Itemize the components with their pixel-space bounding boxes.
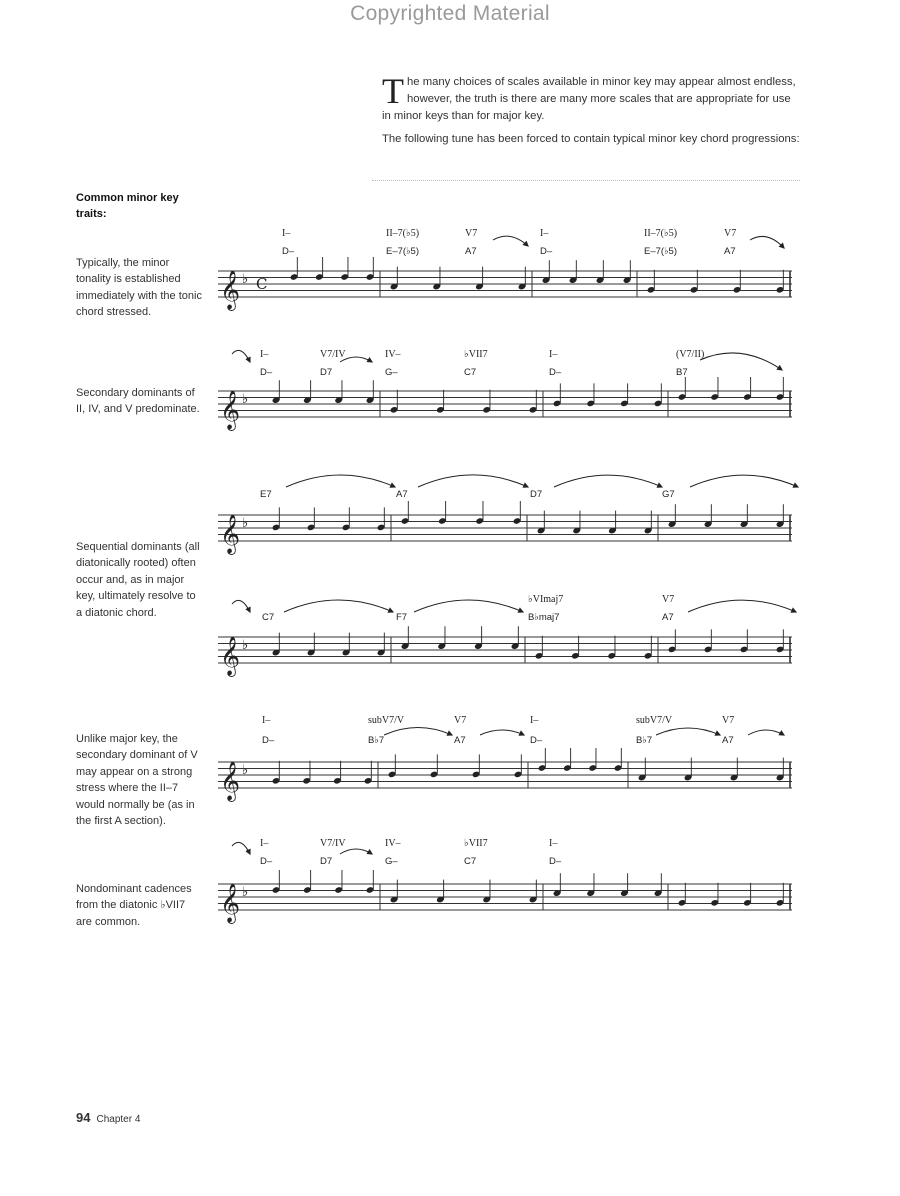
page-number: 94	[76, 1110, 91, 1125]
resolution-arrow-icon	[232, 842, 250, 854]
chord-symbol-label: B♭maj7	[528, 612, 560, 623]
chord-symbol-label: E–7(♭5)	[386, 246, 419, 257]
roman-numeral-label: I–	[549, 349, 558, 360]
staff-system	[218, 475, 798, 555]
chord-symbol-label: D–	[549, 856, 562, 867]
sidebar-note-2: Secondary dominants of II, IV, and V predominate.	[76, 387, 200, 416]
roman-numeral-label: ♭VII7	[464, 349, 488, 360]
roman-numeral-label: I–	[262, 715, 271, 726]
chord-symbol-label: C7	[464, 367, 477, 378]
sidebar-heading: Common minor key traits:	[76, 192, 179, 221]
resolution-arrow-icon	[750, 236, 784, 248]
chord-symbol-label: A7	[396, 489, 408, 500]
roman-numeral-label: (V7/II)	[676, 349, 705, 360]
resolution-arrow-icon	[554, 475, 662, 487]
resolution-arrow-icon	[493, 236, 528, 246]
chord-symbol-label: B7	[676, 367, 688, 378]
staff-system	[218, 838, 792, 924]
roman-numeral-label: ♭VII7	[464, 838, 488, 849]
key-signature-flat-icon: ♭	[242, 763, 249, 778]
staff-system	[218, 228, 792, 311]
chord-symbol-label: D–	[260, 856, 273, 867]
roman-numeral-label: II–7(♭5)	[644, 228, 678, 239]
chord-symbol-label: E7	[260, 489, 272, 500]
sidebar-note-3: Sequential dominants (all diatonically rooted) often occur and, as in major key, ultimately resolve to a diatonic chord.	[76, 541, 200, 619]
intro-paragraph-2: The following tune has been forced to contain typical minor key chord progressions:	[382, 133, 800, 145]
chord-symbol-label: E–7(♭5)	[644, 246, 677, 257]
roman-numeral-label: I–	[260, 838, 269, 849]
staff-system	[218, 715, 792, 802]
chord-symbol-label: A7	[662, 612, 674, 623]
resolution-arrow-icon	[688, 600, 796, 612]
roman-numeral-label: IV–	[385, 838, 401, 849]
chord-symbol-label: D–	[549, 367, 562, 378]
chord-symbol-label: D–	[262, 735, 275, 746]
resolution-arrow-icon	[656, 728, 720, 735]
staff-system	[218, 349, 792, 431]
resolution-arrow-icon	[748, 730, 784, 735]
key-signature-flat-icon: ♭	[242, 516, 249, 531]
page-footer	[76, 1110, 140, 1125]
treble-clef-icon: 𝄞	[220, 270, 241, 310]
roman-numeral-label: V7	[722, 715, 735, 726]
roman-numeral-label: I–	[260, 349, 269, 360]
resolution-arrow-icon	[690, 475, 798, 487]
chord-symbol-label: B♭7	[636, 735, 653, 746]
roman-numeral-label: subV7/V	[368, 715, 405, 726]
resolution-arrow-icon	[286, 475, 395, 487]
roman-numeral-label: I–	[530, 715, 539, 726]
sidebar-note-5: Nondominant cadences from the diatonic ♭VII7 are common.	[76, 883, 192, 928]
chord-symbol-label: G–	[385, 856, 398, 867]
chord-symbol-label: D–	[282, 246, 295, 257]
treble-clef-icon: 𝄞	[220, 390, 241, 430]
chord-symbol-label: C7	[464, 856, 477, 867]
resolution-arrow-icon	[284, 600, 393, 612]
roman-numeral-label: ♭VImaj7	[528, 594, 564, 605]
resolution-arrow-icon	[340, 849, 372, 854]
staff-systems	[218, 228, 798, 924]
roman-numeral-label: I–	[540, 228, 549, 239]
resolution-arrow-icon	[232, 600, 250, 612]
key-signature-flat-icon: ♭	[242, 885, 249, 900]
resolution-arrow-icon	[418, 475, 528, 487]
roman-numeral-label: V7	[724, 228, 737, 239]
roman-numeral-label: V7/IV	[320, 349, 346, 360]
treble-clef-icon: 𝄞	[220, 636, 241, 676]
resolution-arrow-icon	[232, 350, 250, 362]
roman-numeral-label: V7	[454, 715, 467, 726]
sidebar-note-4: Unlike major key, the secondary dominant of V may appear on a strong stress where the II–7 would normally be (as in the first A section).	[76, 733, 198, 828]
staff-system	[218, 594, 796, 677]
common-time-icon: C	[256, 275, 268, 293]
roman-numeral-label: II–7(♭5)	[386, 228, 420, 239]
resolution-arrow-icon	[414, 600, 523, 612]
roman-numeral-label: V7/IV	[320, 838, 346, 849]
chord-symbol-label: A7	[722, 735, 734, 746]
chord-symbol-label: G–	[385, 367, 398, 378]
key-signature-flat-icon: ♭	[242, 272, 249, 287]
treble-clef-icon: 𝄞	[220, 883, 241, 923]
roman-numeral-label: subV7/V	[636, 715, 673, 726]
intro-p1-text: he many choices of scales available in minor key may appear almost endless, however, the truth is there are many more scales that are appropriate for use in minor keys than for major key.	[382, 76, 796, 122]
chapter-label: Chapter 4	[96, 1114, 141, 1125]
roman-numeral-label: I–	[282, 228, 291, 239]
chord-symbol-label: D–	[540, 246, 553, 257]
roman-numeral-label: V7	[662, 594, 675, 605]
chord-symbol-label: D–	[260, 367, 273, 378]
chord-symbol-label: A7	[465, 246, 477, 257]
drop-cap: T	[382, 71, 404, 111]
roman-numeral-label: V7	[465, 228, 478, 239]
chord-symbol-label: G7	[662, 489, 675, 500]
chord-symbol-label: D7	[320, 367, 333, 378]
chord-symbol-label: A7	[454, 735, 466, 746]
treble-clef-icon: 𝄞	[220, 514, 241, 554]
roman-numeral-label: I–	[549, 838, 558, 849]
chord-symbol-label: D7	[530, 489, 543, 500]
chord-symbol-label: F7	[396, 612, 408, 623]
resolution-arrow-icon	[700, 353, 782, 370]
chord-symbol-label: A7	[724, 246, 736, 257]
key-signature-flat-icon: ♭	[242, 638, 249, 653]
chord-symbol-label: D–	[530, 735, 543, 746]
chord-symbol-label: B♭7	[368, 735, 385, 746]
key-signature-flat-icon: ♭	[242, 392, 249, 407]
copyright-watermark: Copyrighted Material	[350, 2, 550, 25]
roman-numeral-label: IV–	[385, 349, 401, 360]
chord-symbol-label: C7	[262, 612, 275, 623]
chord-symbol-label: D7	[320, 856, 333, 867]
sidebar-note-1: Typically, the minor tonality is established immediately with the tonic chord stressed.	[76, 257, 202, 319]
treble-clef-icon: 𝄞	[220, 761, 241, 801]
resolution-arrow-icon	[384, 728, 452, 735]
resolution-arrow-icon	[480, 730, 524, 735]
